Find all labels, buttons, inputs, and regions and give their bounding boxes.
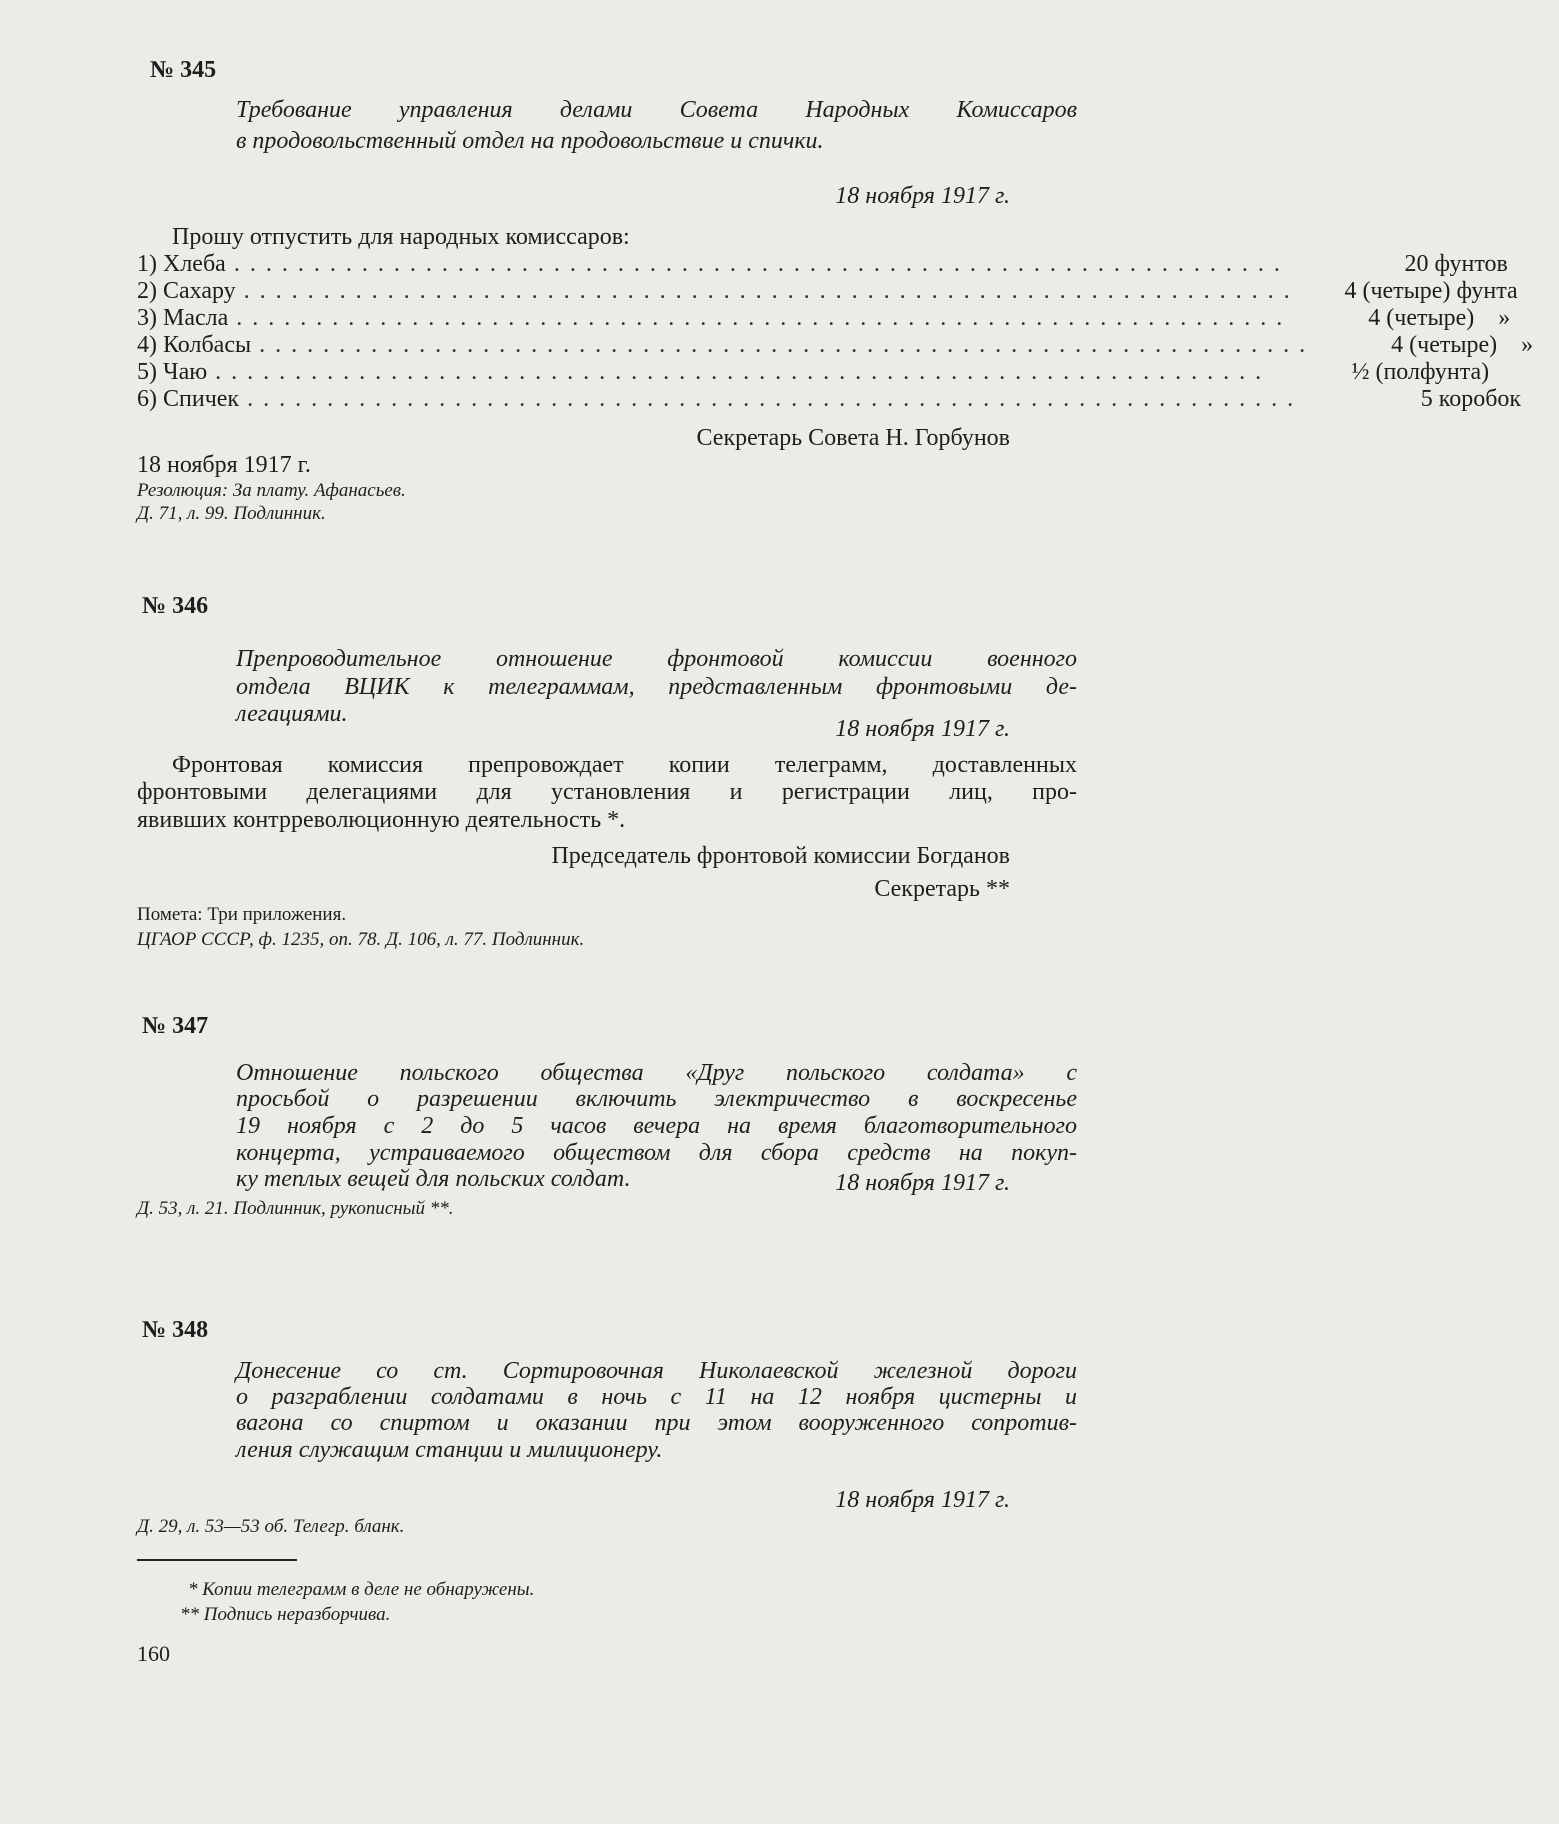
item-label: 4) Колбасы [137,332,252,358]
item-value: 5 коробок [1420,386,1522,412]
footnote-divider [137,1559,297,1561]
list-item [137,305,1511,331]
body-text: фронтовыми делегациями для установления и регистрации лиц, про- [137,779,1077,805]
document-title: просьбой о разрешении включить электричество в воскресенье [236,1086,1077,1112]
list-item [137,332,1534,358]
dot-leader: .................................................................. [233,251,1290,277]
document-title: отдела ВЦИК к телеграммам, представленным фронтовыми де- [236,674,1077,700]
document-title: Донесение со ст. Сортировочная Николаевской железной дороги [236,1358,1077,1384]
document-number: № 346 [142,593,209,619]
item-label: 1) Хлеба [137,251,226,277]
item-value: 4 (четыре) фунта [1344,278,1518,304]
list-item [137,359,1490,385]
archive-source: Д. 53, л. 21. Подлинник, рукописный **. [137,1198,454,1219]
footnote: * Копии телеграмм в деле не обнаружены. [188,1579,535,1600]
item-value: 20 фунтов [1404,251,1508,277]
document-title: Отношение польского общества «Друг польского солдата» с [236,1060,1077,1086]
list-item [137,278,1518,304]
document-title: о разграблении солдатами в ночь с 11 на 12 ноября цистерны и [236,1384,1077,1410]
item-label: 5) Чаю [137,359,208,385]
document-title: ку теплых вещей для польских солдат. [236,1166,631,1192]
item-value: 4 (четыре) » [1391,332,1534,358]
signature: Председатель фронтовой комиссии Богданов [551,843,1010,869]
dot-leader: .................................................................. [247,386,1304,412]
document-date: 18 ноября 1917 г. [835,183,1010,209]
document-number: № 347 [142,1013,209,1039]
signature: Секретарь ** [874,876,1010,902]
document-title: Препроводительное отношение фронтовой комиссии военного [236,646,1077,672]
body-text: Фронтовая комиссия препровождает копии телеграмм, доставленных [172,752,1077,778]
document-title: концерта, устраиваемого обществом для сбора средств на покуп- [236,1140,1077,1166]
archive-source: Д. 29, л. 53—53 об. Телегр. бланк. [137,1516,405,1537]
document-date: 18 ноября 1917 г. [835,1170,1010,1196]
footnote: ** Подпись неразборчива. [180,1604,391,1625]
archive-source: ЦГАОР СССР, ф. 1235, оп. 78. Д. 106, л. 77. Подлинник. [137,929,585,950]
body-text: Прошу отпустить для народных комиссаров: [172,224,630,250]
dot-leader: .................................................................. [259,332,1316,358]
document-title: легациями. [236,701,348,727]
dot-leader: .................................................................. [236,305,1293,331]
document-title: 19 ноября с 2 до 5 часов вечера на время благотворительного [236,1113,1077,1139]
item-label: 6) Спичек [137,386,240,412]
item-value: ½ (полфунта) [1351,359,1490,385]
document-title: ления служащим станции и милиционеру. [236,1437,663,1463]
dot-leader: .................................................................. [215,359,1272,385]
note: Помета: Три приложения. [137,904,347,925]
dot-leader: .................................................................. [243,278,1300,304]
document-date: 18 ноября 1917 г. [137,452,311,478]
signature: Секретарь Совета Н. Горбунов [696,425,1010,451]
list-item [137,251,1508,277]
document-title: в продовольственный отдел на продовольствие и спички. [236,128,824,154]
document-number: № 348 [142,1317,209,1343]
body-text: явивших контрреволюционную деятельность *. [137,807,626,833]
item-label: 2) Сахару [137,278,236,304]
document-number: № 345 [150,57,217,83]
document-date: 18 ноября 1917 г. [835,1487,1010,1513]
list-item [137,386,1522,412]
item-label: 3) Масла [137,305,229,331]
resolution-note: Резолюция: За плату. Афанасьев. [137,480,406,501]
archive-source: Д. 71, л. 99. Подлинник. [137,503,326,524]
document-title: вагона со спиртом и оказании при этом вооруженного сопротив- [236,1410,1077,1436]
document-date: 18 ноября 1917 г. [835,716,1010,742]
page-number: 160 [137,1641,170,1666]
item-value: 4 (четыре) » [1368,305,1511,331]
document-title: Требование управления делами Совета Народных Комиссаров [236,97,1077,123]
